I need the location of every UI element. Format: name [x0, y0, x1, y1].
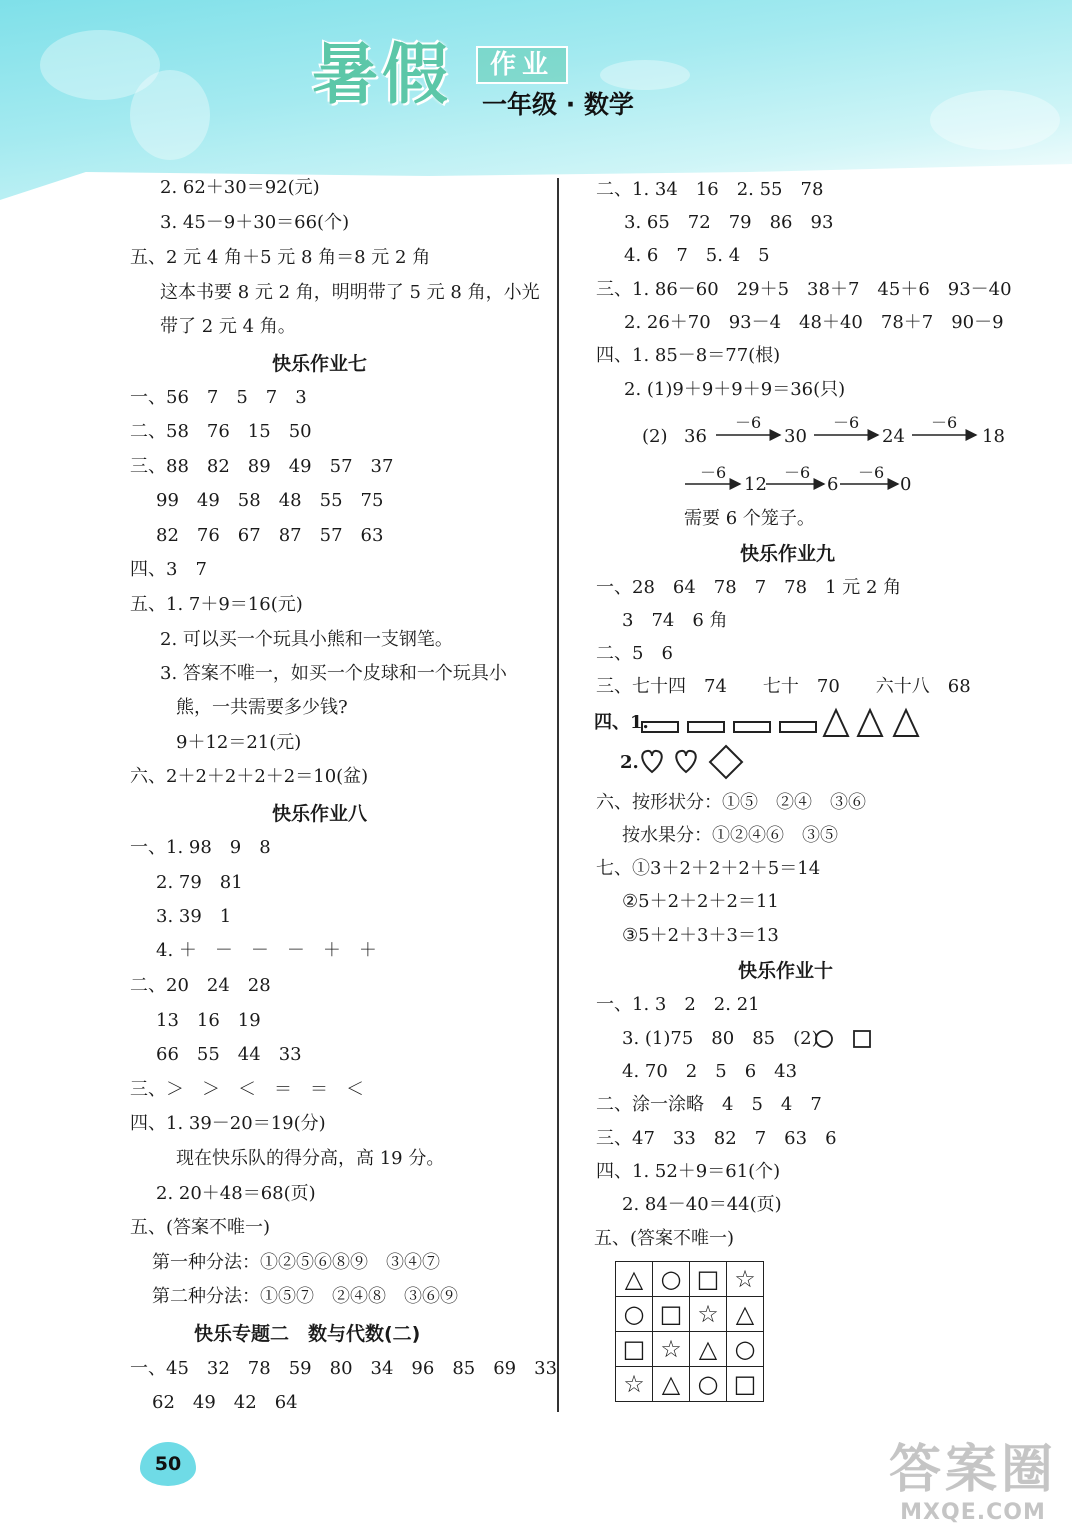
answer-line: 四、1. 52＋9＝61(个) — [596, 1161, 781, 1182]
answer-line: 3. 65 72 79 86 93 — [624, 212, 834, 233]
answer-line: 三、＞ ＞ ＜ ＝ ＝ ＜ — [130, 1079, 364, 1100]
answer-line: 二、58 76 15 50 — [130, 421, 312, 442]
sequence-prefix: (2) — [642, 426, 668, 447]
answer-line: 2. 26＋70 93－4 48＋40 78＋7 90－9 — [624, 312, 1004, 333]
watermark-text: 答案圈 — [888, 1440, 1057, 1500]
grid-cell: □ — [727, 1367, 764, 1402]
lotus-leaf-decoration — [930, 90, 1060, 150]
answer-line: 六、2＋2＋2＋2＋2＝10(盆) — [130, 766, 369, 787]
sequence-value: 0 — [900, 474, 912, 495]
answer-line: 六、按形状分：①⑤ ②④ ③⑥ — [596, 792, 866, 813]
answer-line: 需要 6 个笼子。 — [684, 508, 815, 529]
shape-answer-row-1 — [640, 706, 930, 740]
triangle-icon — [824, 710, 848, 736]
answer-line: 五、(答案不唯一) — [594, 1228, 735, 1249]
grid-row — [616, 1367, 764, 1402]
lotus-flower-decoration — [130, 70, 210, 160]
answer-line: 13 16 19 — [156, 1010, 261, 1031]
grid-cell: ○ — [616, 1297, 653, 1332]
answer-line: 二、20 24 28 — [130, 975, 271, 996]
sequence-value: 24 — [882, 426, 905, 447]
answer-line: 四、1. 85－8＝77(根) — [596, 345, 781, 366]
shape-answer-row-2 — [638, 744, 748, 780]
answer-line: 2. (1)9＋9＋9＋9＝36(只) — [624, 379, 846, 400]
grid-cell: ☆ — [690, 1297, 727, 1332]
answer-line: 2. 84－40＝44(页) — [622, 1194, 782, 1215]
answer-line: 七、①3＋2＋2＋2＋5＝14 — [596, 858, 821, 879]
sequence-value: 36 — [684, 426, 707, 447]
answer-line: 4. 70 2 5 6 43 — [622, 1061, 798, 1082]
answer-line: 二、1. 34 16 2. 55 78 — [596, 179, 824, 200]
answer-line: 3. 答案不唯一，如买一个皮球和一个玩具小 — [160, 663, 507, 684]
section-heading: 快乐作业八 — [272, 803, 368, 825]
answer-line: 四、3 7 — [130, 559, 207, 580]
section-heading: 快乐作业十 — [738, 960, 834, 982]
answer-line: 一、45 32 78 59 80 34 96 85 69 33 — [130, 1358, 558, 1379]
answer-line: 熊，一共需要多少钱? — [176, 697, 348, 718]
answer-line: 一、56 7 5 7 3 — [130, 387, 307, 408]
sequence-arrows — [680, 420, 1010, 500]
answer-line: 按水果分：①②④⑥ ③⑤ — [622, 825, 838, 846]
shape-answer-row-3 — [814, 1029, 874, 1051]
sequence-value: 12 — [744, 474, 767, 495]
page-number: 50 — [140, 1442, 196, 1486]
answer-line: 2. 可以买一个玩具小熊和一支钢笔。 — [160, 629, 453, 650]
sequence-value: 6 — [827, 474, 839, 495]
sequence-step-label: －6 — [784, 463, 811, 482]
answer-line: 一、28 64 78 7 78 1 元 2 角 — [596, 577, 902, 598]
section-heading: 快乐专题二 数与代数(二) — [194, 1323, 421, 1345]
section-heading: 快乐作业九 — [740, 543, 836, 565]
sequence-step-label: －6 — [833, 413, 860, 432]
grid-cell: ○ — [727, 1332, 764, 1367]
answer-line: 二、5 6 — [596, 643, 673, 664]
answer-line: 2. 79 81 — [156, 872, 243, 893]
answer-line: 第一种分法：①②⑤⑥⑧⑨ ③④⑦ — [152, 1252, 440, 1273]
water-ripple-decoration — [600, 60, 690, 90]
book-title: 暑假 — [312, 36, 452, 113]
sequence-step-label: －6 — [931, 413, 958, 432]
answer-line: 二、涂一涂略 4 5 4 7 — [596, 1094, 822, 1115]
column-divider — [557, 178, 559, 1412]
answer-line: 99 49 58 48 55 75 — [156, 490, 384, 511]
answer-line: 带了 2 元 4 角。 — [160, 316, 296, 337]
answer-line: 3 74 6 角 — [622, 610, 728, 631]
grid-cell: □ — [653, 1297, 690, 1332]
sequence-step-label: －6 — [735, 413, 762, 432]
square-icon — [854, 1031, 870, 1047]
answer-line: 82 76 67 87 57 63 — [156, 525, 384, 546]
answer-line: 62 49 42 64 — [152, 1392, 298, 1413]
answer-line: 4. ＋ － － － ＋ ＋ — [156, 940, 377, 961]
answer-line: 3. 45－9＋30＝66(个) — [160, 212, 350, 233]
sequence-value: 30 — [784, 426, 807, 447]
grid-cell: ○ — [653, 1262, 690, 1297]
book-title-badge: 作业 — [476, 46, 568, 84]
answer-line: 66 55 44 33 — [156, 1044, 302, 1065]
rectangle-icon — [688, 722, 724, 732]
answer-line: 五、2 元 4 角＋5 元 8 角＝8 元 2 角 — [130, 247, 431, 268]
heart-icon — [642, 751, 661, 772]
sequence-step-label: －6 — [858, 463, 885, 482]
grid-cell: ○ — [690, 1367, 727, 1402]
answer-line: 4. 6 7 5. 4 5 — [624, 245, 770, 266]
answer-line: 一、1. 3 2 2. 21 — [596, 994, 760, 1015]
rectangle-icon — [780, 722, 816, 732]
question-label: 2. — [620, 752, 639, 773]
answer-line: 一、1. 98 9 8 — [130, 837, 271, 858]
answer-line: 三、47 33 82 7 63 6 — [596, 1128, 837, 1149]
grid-cell: △ — [616, 1262, 653, 1297]
section-heading: 快乐作业七 — [272, 353, 368, 375]
answer-line: 三、七十四 74 七十 70 六十八 68 — [596, 676, 971, 697]
answer-line: 这本书要 8 元 2 角，明明带了 5 元 8 角，小光 — [160, 282, 540, 303]
triangle-icon — [894, 710, 918, 736]
shape-grid — [615, 1261, 764, 1402]
answer-line: 五、(答案不唯一) — [130, 1217, 271, 1238]
grid-cell: □ — [616, 1332, 653, 1367]
grid-cell: △ — [690, 1332, 727, 1367]
answer-line: 2. 20＋48＝68(页) — [156, 1183, 316, 1204]
grid-cell: ☆ — [616, 1367, 653, 1402]
answer-line: ②5＋2＋2＋2＝11 — [622, 891, 779, 912]
watermark-url: MXQE.COM — [900, 1500, 1046, 1525]
grid-cell: △ — [727, 1297, 764, 1332]
sequence-step-label: －6 — [700, 463, 727, 482]
answer-line: 三、1. 86－60 29＋5 38＋7 45＋6 93－40 — [596, 279, 1012, 300]
watermark-logo — [888, 1440, 1058, 1526]
diamond-icon — [710, 746, 742, 778]
grid-row — [616, 1297, 764, 1332]
answer-line: 9＋12＝21(元) — [176, 732, 302, 753]
sequence-value: 18 — [982, 426, 1005, 447]
answer-line: 现在快乐队的得分高，高 19 分。 — [176, 1148, 445, 1169]
grid-row — [616, 1262, 764, 1297]
rectangle-icon — [734, 722, 770, 732]
heart-icon — [676, 751, 695, 772]
grid-row — [616, 1332, 764, 1367]
answer-line: 五、1. 7＋9＝16(元) — [130, 594, 303, 615]
answer-line: 3. (1)75 80 85 (2) — [622, 1028, 819, 1049]
answer-line: 3. 39 1 — [156, 906, 232, 927]
triangle-icon — [858, 710, 882, 736]
book-subtitle: 一年级 · 数学 — [482, 90, 634, 119]
answer-line: 四、1. 39－20＝19(分) — [130, 1113, 326, 1134]
answer-line: 第二种分法：①⑤⑦ ②④⑧ ③⑥⑨ — [152, 1286, 458, 1307]
rectangle-icon — [642, 722, 678, 732]
grid-cell: ☆ — [727, 1262, 764, 1297]
grid-cell: □ — [690, 1262, 727, 1297]
answer-line: 2. 62＋30＝92(元) — [160, 177, 320, 198]
grid-cell: △ — [653, 1367, 690, 1402]
answer-line: 三、88 82 89 49 57 37 — [130, 456, 394, 477]
grid-cell: ☆ — [653, 1332, 690, 1367]
question-label: 四、1. — [594, 712, 649, 733]
answer-line: ③5＋2＋3＋3＝13 — [622, 925, 779, 946]
